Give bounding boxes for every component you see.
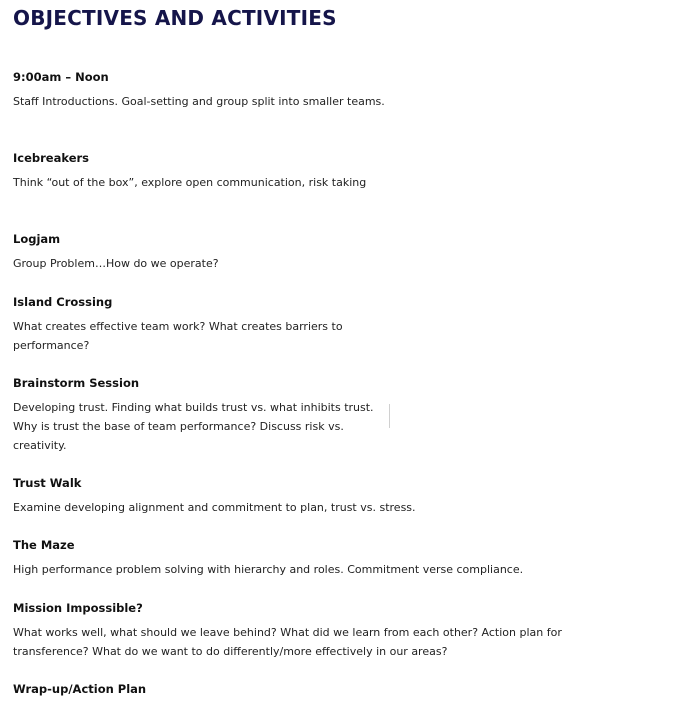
- section-description: Developing trust. Finding what builds trust vs. what inhibits trust. Why is trust the base of team performance? Discuss risk vs. creativity.: [13, 401, 374, 452]
- section-heading: Brainstorm Session: [13, 376, 140, 390]
- section-heading: Wrap-up/Action Plan: [13, 682, 147, 696]
- section-wrap-up: [13, 681, 146, 697]
- section-description: High performance problem solving with hierarchy and roles. Commitment verse compliance.: [13, 563, 524, 576]
- section-logjam: [13, 231, 385, 273]
- section-description: Examine developing alignment and commitment to plan, trust vs. stress.: [13, 501, 416, 514]
- section-heading: The Maze: [13, 538, 75, 552]
- section-description: Group Problem…How do we operate?: [13, 257, 219, 270]
- section-trust-walk: [13, 475, 613, 517]
- section-description: What creates effective team work? What creates barriers to performance?: [13, 320, 343, 352]
- section-heading: 9:00am – Noon: [13, 70, 109, 84]
- section-description: What works well, what should we leave behind? What did we learn from each other? Action plan for transference? What do we want to do differently/more effectively in our areas?: [13, 626, 562, 658]
- section-icebreakers: [13, 150, 385, 192]
- section-heading: Mission Impossible?: [13, 601, 143, 615]
- section-description: Staff Introductions. Goal-setting and group split into smaller teams.: [13, 95, 385, 108]
- section-heading: Trust Walk: [13, 476, 82, 490]
- section-the-maze: [13, 537, 613, 579]
- section-heading: Island Crossing: [13, 295, 113, 309]
- section-heading: Logjam: [13, 232, 61, 246]
- section-description: Think “out of the box”, explore open communication, risk taking: [13, 176, 367, 189]
- section-mission-impossible: [13, 600, 613, 661]
- divider-line: [389, 404, 390, 428]
- section-heading: Icebreakers: [13, 151, 90, 165]
- section-schedule: [13, 69, 385, 111]
- section-brainstorm-session: [13, 375, 385, 455]
- section-island-crossing: [13, 294, 385, 355]
- page-title: OBJECTIVES AND ACTIVITIES: [13, 6, 337, 30]
